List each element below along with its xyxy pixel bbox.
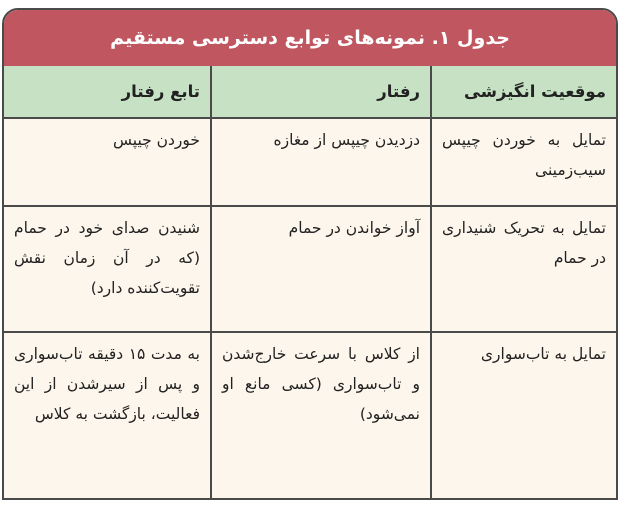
cell-behavior: آواز خواندن در حمام [211, 206, 431, 332]
cell-situation: تمایل به تاب‌سواری [431, 332, 616, 500]
table-card [2, 8, 618, 500]
cell-behavior: از کلاس با سرعت خارج‌شدن و تاب‌سواری (کسی مانع او نمی‌شود) [211, 332, 431, 500]
access-functions-table [4, 66, 616, 500]
table-row [4, 332, 616, 500]
table-row [4, 206, 616, 332]
header-behavior-function: تابع رفتار [4, 66, 211, 118]
cell-situation: تمایل به خوردن چیپس سیب‌زمینی [431, 118, 616, 206]
table-row [4, 118, 616, 206]
table-title: جدول ۱. نمونه‌های توابع دسترسی مستقیم [110, 27, 510, 49]
header-row [4, 66, 616, 118]
cell-situation: تمایل به تحریک شنیداری در حمام [431, 206, 616, 332]
title-bar [4, 10, 616, 66]
cell-function: شنیدن صدای خود در حمام (که در آن زمان نقش تقویت‌کننده دارد) [4, 206, 211, 332]
cell-behavior: دزدیدن چیپس از مغازه [211, 118, 431, 206]
cell-function: به مدت ۱۵ دقیقه تاب‌سواری و پس از سیرشدن از این فعالیت، بازگشت به کلاس [4, 332, 211, 500]
cell-function: خوردن چیپس [4, 118, 211, 206]
header-motivating-situation: موقعیت انگیزشی [431, 66, 616, 118]
header-behavior: رفتار [211, 66, 431, 118]
